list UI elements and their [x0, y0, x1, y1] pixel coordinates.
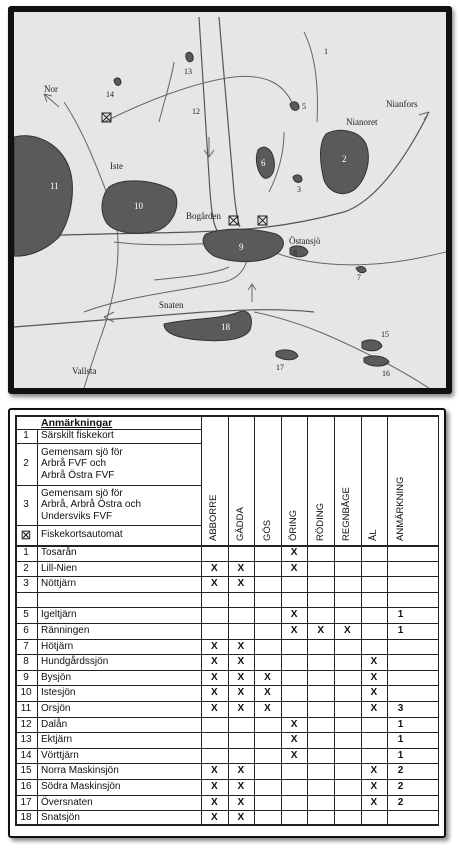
row-number: 15: [20, 765, 32, 777]
column-header: REGNBÅGE: [341, 487, 353, 541]
road-arrow: [204, 137, 214, 157]
species-mark: X: [210, 656, 218, 668]
lake-number: 15: [381, 330, 389, 339]
lake-number: 8: [293, 248, 297, 257]
species-mark: X: [210, 562, 218, 574]
species-mark: X: [237, 812, 245, 824]
road-arrow: [248, 284, 256, 302]
lake-11: [14, 136, 72, 256]
row-number: 7: [23, 640, 29, 652]
column-header: RÖDING: [314, 503, 326, 541]
remark-code: 2: [397, 765, 404, 777]
card-machine-icon: [258, 216, 267, 225]
lake-number: 12: [192, 107, 200, 116]
species-mark: X: [264, 703, 271, 714]
legend-divider: [15, 443, 201, 444]
road: [159, 62, 174, 122]
lake-number: 3: [297, 185, 301, 194]
lake-number: 5: [302, 102, 306, 111]
legend-text: Undersviks FVF: [41, 510, 113, 522]
lake-number: 1: [324, 47, 328, 56]
fishing-area-map: [14, 12, 446, 388]
remark-code: 1: [397, 625, 404, 636]
species-mark: X: [290, 749, 298, 761]
road: [304, 32, 317, 122]
species-mark: X: [290, 718, 298, 730]
species-mark: X: [237, 578, 245, 590]
lake-13: [186, 52, 193, 61]
water-name: Översnaten: [41, 796, 93, 808]
lake-17: [276, 350, 298, 360]
species-mark: X: [210, 765, 218, 777]
row-number: 13: [20, 734, 32, 746]
species-mark: X: [237, 796, 245, 808]
remark-code: 1: [397, 718, 404, 730]
legend-text: Arbrå FVF och: [41, 458, 107, 470]
water-name: Lill-Nien: [41, 562, 78, 574]
lake-number: 6: [261, 158, 266, 168]
species-mark: X: [370, 671, 378, 683]
lake-number: 13: [184, 67, 192, 76]
species-mark: X: [237, 640, 245, 652]
species-mark: X: [370, 687, 378, 699]
row-number: 2: [23, 562, 29, 574]
water-name: Dalån: [41, 718, 68, 730]
row-number: 12: [20, 718, 32, 730]
remark-code: 3: [397, 703, 404, 714]
lake-number: 2: [342, 154, 347, 164]
road-arrow: [44, 94, 59, 107]
row-number-divider: [37, 545, 38, 826]
species-mark: X: [290, 625, 298, 636]
remark-code: 2: [397, 781, 404, 792]
row-number: 11: [20, 703, 32, 714]
lake-16: [364, 356, 389, 366]
lake-14: [114, 78, 121, 86]
legend-text: Arbrå, Arbrå Östra och: [41, 499, 142, 511]
species-mark: X: [237, 765, 245, 777]
species-mark: X: [237, 687, 245, 699]
lake-number: 16: [382, 369, 390, 378]
column-header: GÄDDA: [234, 507, 246, 541]
species-grid: [15, 415, 439, 829]
lake-3: [293, 175, 302, 183]
row-number: [15, 592, 37, 608]
legend-divider: [15, 485, 201, 486]
column-header: ÖRING: [288, 509, 300, 541]
legend-title: Anmärkningar: [41, 417, 113, 429]
place-label-iste: Iste: [110, 161, 123, 171]
legend-text: Arbrå Östra FVF: [41, 469, 115, 481]
species-mark: X: [370, 781, 378, 792]
water-name: Norra Maskinsjön: [41, 765, 119, 777]
row-number: 6: [23, 625, 29, 636]
legend-code: 2: [23, 458, 29, 469]
row-number: 1: [23, 547, 29, 558]
place-label-ostansjo: Östansjö: [289, 236, 321, 246]
lake-number: 18: [221, 322, 230, 332]
lake-15: [362, 340, 382, 351]
place-label-nianfors: Nianfors: [386, 99, 418, 109]
legend-divider: [37, 429, 38, 545]
row-number: 14: [20, 749, 32, 761]
water-name: Istesjön: [41, 687, 76, 699]
water-name: Hundgårdssjön: [41, 656, 109, 668]
species-mark: X: [370, 656, 378, 668]
remark-code: 1: [397, 734, 404, 746]
road-arrow: [104, 312, 114, 322]
legend-text: Fiskekortsautomat: [41, 529, 123, 541]
species-mark: X: [290, 609, 298, 621]
water-name: Tosarån: [41, 547, 77, 558]
species-mark: X: [264, 687, 271, 699]
lake-number: 10: [134, 201, 143, 211]
row-number: 3: [23, 578, 29, 590]
water-name: Orsjön: [41, 703, 71, 714]
row-number: 17: [20, 796, 32, 808]
species-mark: X: [370, 703, 378, 714]
species-mark: X: [290, 547, 298, 558]
lake-number: 9: [239, 242, 244, 252]
legend-text: Gemensam sjö för: [41, 446, 123, 458]
row-number: 8: [23, 656, 29, 668]
legend-code: 3: [23, 499, 29, 510]
column-header: GÖS: [261, 519, 273, 541]
remark-code: 2: [397, 796, 404, 808]
lake-number: 7: [357, 273, 361, 282]
legend-text: Särskilt fiskekort: [41, 430, 114, 442]
water-name: [41, 592, 199, 608]
species-mark: X: [370, 765, 378, 777]
species-mark: X: [210, 703, 218, 714]
water-name: Ektjärn: [41, 734, 73, 746]
water-name: Bysjön: [41, 671, 72, 683]
remark-code: 1: [397, 749, 404, 761]
remark-code: 1: [397, 609, 404, 621]
water-name: Snatsjön: [41, 812, 80, 824]
row-number: 16: [20, 781, 32, 792]
species-mark: X: [237, 671, 245, 683]
species-mark: X: [343, 625, 351, 636]
road: [219, 17, 240, 227]
road: [199, 17, 219, 234]
species-mark: X: [264, 671, 271, 683]
species-mark: X: [237, 781, 245, 792]
water-name: Hötjärn: [41, 640, 74, 652]
lake-number: 14: [106, 90, 114, 99]
species-mark: X: [210, 640, 218, 652]
card-machine-icon: ⊠: [20, 527, 32, 542]
row-number: 5: [23, 609, 29, 621]
species-mark: X: [317, 625, 325, 636]
species-mark: X: [370, 796, 378, 808]
water-name: Nöttjärn: [41, 578, 77, 590]
species-mark: X: [210, 812, 218, 824]
species-mark: X: [210, 578, 218, 590]
place-label-nor: Nor: [44, 84, 58, 94]
water-name: Södra Maskinsjön: [41, 781, 121, 792]
lake-number: 11: [50, 181, 59, 191]
place-label-snaten: Snaten: [159, 300, 184, 310]
row-number: 10: [20, 687, 32, 699]
column-header: ABBORRE: [208, 494, 220, 541]
road: [154, 267, 229, 280]
card-machine-icon: [229, 216, 238, 225]
place-label-bogarden: Bogården: [186, 211, 221, 221]
legend-divider: [15, 525, 201, 526]
column-header: ÅL: [367, 529, 379, 541]
lake-18: [164, 311, 251, 341]
water-name: Igeltjärn: [41, 609, 77, 621]
place-label-nianoret: Nianoret: [346, 117, 378, 127]
species-mark: X: [237, 562, 245, 574]
legend-text: Gemensam sjö för: [41, 487, 123, 499]
fishing-table: [8, 408, 446, 838]
species-mark: X: [210, 671, 218, 683]
species-mark: X: [237, 656, 245, 668]
row-number: 18: [20, 812, 32, 824]
row-number: 9: [23, 671, 29, 683]
column-header: ANMÄRKNING: [394, 476, 406, 541]
water-name: Vörttjärn: [41, 749, 79, 761]
water-name: Ränningen: [41, 625, 90, 636]
place-label-vallsta: Vallsta: [72, 366, 97, 376]
map-frame: [8, 6, 452, 394]
legend-code: 1: [23, 430, 29, 441]
road: [14, 112, 429, 237]
lake-5: [290, 102, 299, 110]
lake-7: [356, 267, 366, 273]
species-mark: X: [290, 734, 298, 746]
lake-number: 17: [276, 363, 284, 372]
species-mark: X: [210, 781, 218, 792]
road: [64, 102, 118, 388]
species-mark: X: [290, 562, 298, 574]
species-mark: X: [237, 703, 245, 714]
species-mark: X: [210, 687, 218, 699]
species-mark: X: [210, 796, 218, 808]
